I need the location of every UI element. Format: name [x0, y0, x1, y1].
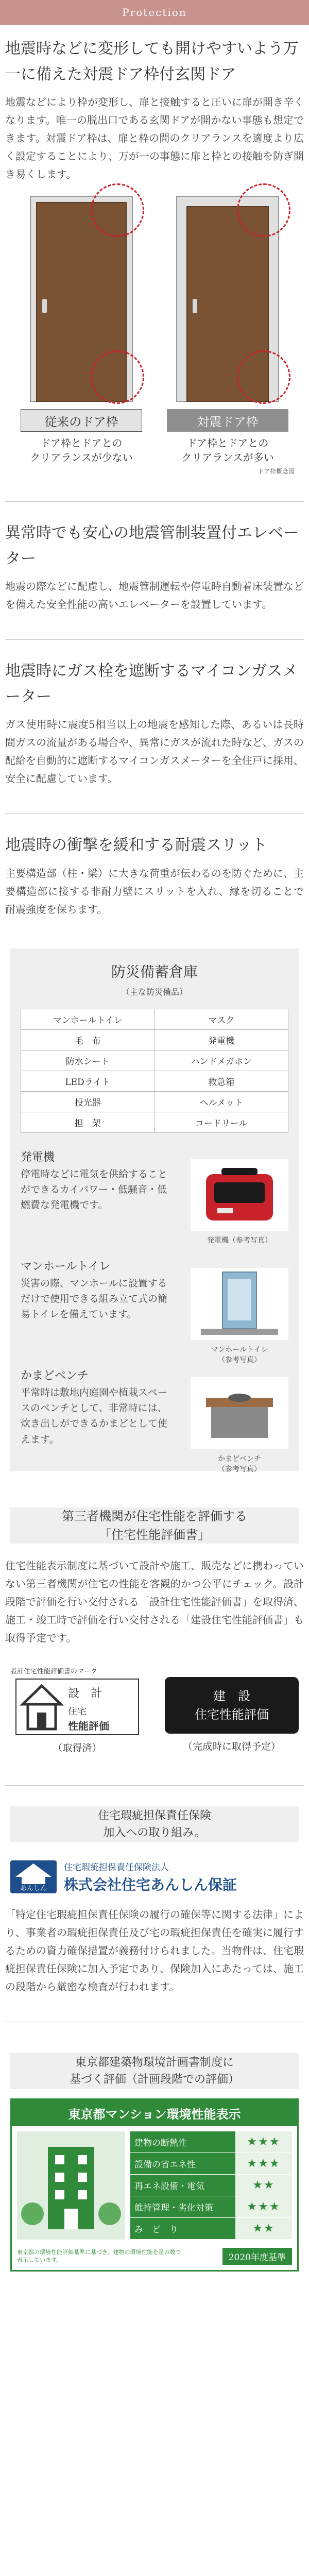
- toilet-caption: マンホールトイレ （参考写真）: [211, 1345, 268, 1364]
- storage-item: コードリール: [155, 1112, 289, 1133]
- rating-row: [130, 2218, 292, 2240]
- storage-title: 防災備蓄倉庫: [111, 963, 198, 980]
- tokyo-heading-line1: 東京都建築物環境計画書制度に: [75, 2056, 234, 2069]
- storage-item: 毛 布: [21, 1030, 155, 1050]
- design-badge-line2: 住宅: [68, 1706, 87, 1717]
- elevator-heading: 異常時でも安心の地震管制装置付エレベーター: [5, 524, 299, 568]
- toilet-title: マンホールトイレ: [21, 1260, 111, 1273]
- logo-mark-text: あんしん: [20, 1885, 47, 1892]
- divider: [5, 639, 304, 640]
- rating-row: [130, 2131, 292, 2153]
- design-badge-line1: 設 計: [68, 1687, 102, 1700]
- warranty-body: 「特定住宅瑕疵担保責任保険の履行の確保等に関する法律」により、事業者の瑕疵担保責任及び宅の瑕疵担保責任を確実に履行するための資力確保措置が義務付けられました。当物件は、住宅瑕疵担保責任保険に加入予定であり、保険加入にあたっては、施工の段階から厳密な検査が行われます。: [5, 1908, 304, 1993]
- door-diagram-note: ドア枠概念図: [258, 468, 295, 475]
- eval-heading-line2: 「住宅性能評価書」: [99, 1527, 210, 1542]
- clearance-circle-bottom: [237, 350, 290, 404]
- rating-row: [130, 2196, 292, 2218]
- divider: [5, 1785, 304, 1786]
- tokyo-rating-rows: [130, 2131, 292, 2240]
- storage-item: マスク: [155, 1009, 289, 1030]
- kamado-bench-block: [21, 1367, 288, 1473]
- rating-stars: ★★: [235, 2218, 292, 2239]
- tokyo-heading-line2: 基づく評価（計画段階での評価）: [69, 2073, 239, 2086]
- built-badge-line2: 住宅性能評価: [195, 1707, 269, 1722]
- design-badge-caption: （取得済）: [53, 1742, 102, 1754]
- rating-stars: ★★★: [235, 2153, 292, 2174]
- bench-caption: かまどベンチ （参考写真）: [218, 1454, 261, 1473]
- storage-item: 投光器: [21, 1092, 155, 1112]
- rating-label: み ど り: [130, 2218, 235, 2239]
- tokyo-heading-box: [10, 2053, 299, 2089]
- toilet-photo: [191, 1268, 288, 1340]
- building-icon: [17, 2131, 125, 2240]
- tokyo-card-footer: [12, 2245, 297, 2270]
- rating-row: [130, 2153, 292, 2175]
- elevator-section: [0, 520, 309, 614]
- house-icon: [19, 1681, 65, 1735]
- design-evaluation-mark: [15, 1679, 139, 1735]
- slit-heading: 地震時の衝撃を緩和する耐震スリット: [5, 836, 267, 854]
- logo-company-name: 株式会社住宅あんしん保証: [64, 1876, 237, 1893]
- door-knob: [193, 299, 197, 313]
- gas-body: ガス使用時に震度5相当以上の地震を感知した際、あるいは長時間ガスの流量がある場合や、異常にガスが流れた時など、ガスの配給を自動的に遮断するマイコンガスメーターを全住戸に採用、安全に配慮しています。: [5, 718, 304, 785]
- tokyo-card-title: 東京都マンション環境性能表示: [12, 2100, 297, 2126]
- warranty-section: [0, 1906, 309, 1996]
- clearance-circle-top: [91, 183, 144, 237]
- anshin-logo-icon: [10, 1860, 57, 1893]
- logo-small-text: 住宅瑕疵担保責任保険法人: [64, 1862, 169, 1873]
- bench-text: 平常時は敷地内庭園や植栽スペースのベンチとして、非常時には、炊き出しができるかまどとして使えます。: [21, 1386, 168, 1445]
- storage-item: LEDライト: [21, 1071, 155, 1092]
- storage-item: 防水シート: [21, 1050, 155, 1071]
- manhole-toilet-block: [21, 1258, 288, 1364]
- storage-item: マンホールトイレ: [21, 1009, 155, 1030]
- clearance-circle-bottom: [91, 350, 144, 404]
- rating-row: [130, 2175, 292, 2196]
- built-badge-col: [165, 1666, 299, 1754]
- quake-door-col: [161, 196, 295, 465]
- storage-items-grid: [21, 1009, 288, 1133]
- rating-stars: ★★★: [235, 2196, 292, 2217]
- divider: [5, 501, 304, 502]
- quake-door-image: [176, 196, 279, 402]
- bench-photo: [191, 1377, 288, 1449]
- gas-heading: 地震時にガス栓を遮断するマイコンガスメーター: [5, 662, 298, 706]
- normal-door-label: 従来のドア枠: [21, 409, 142, 432]
- generator-photo: [191, 1159, 288, 1231]
- door-section: [0, 36, 309, 476]
- bench-title: かまどベンチ: [21, 1369, 89, 1382]
- elevator-body: 地震の際などに配慮し、地震管制運転や停電時自動着床装置などを備えた安全性能の高いエレベーターを設置しています。: [5, 580, 304, 611]
- banner-title: Protection: [122, 6, 187, 19]
- rating-label: 設備の省エネ性: [130, 2153, 235, 2174]
- rating-label: 維持管理・劣化対策: [130, 2196, 235, 2217]
- tokyo-year-badge: 2020年度基準: [222, 2248, 292, 2265]
- storage-item: 発電機: [155, 1030, 289, 1050]
- construction-evaluation-mark: [165, 1677, 299, 1734]
- toilet-text: 災害の際、マンホールに設置するだけで使用できる組み立て式の簡易トイレを備えています。: [21, 1277, 168, 1320]
- door-heading: 地震時などに変形しても開けやすいよう万一に備えた対震ドア枠付玄関ドア: [5, 40, 299, 83]
- rating-label: 建物の断熱性: [130, 2131, 235, 2153]
- eval-heading-line1: 第三者機関が住宅性能を評価する: [62, 1509, 247, 1523]
- evaluation-badges: [10, 1666, 299, 1754]
- storage-item: ヘルメット: [155, 1092, 289, 1112]
- evaluation-section: [0, 1557, 309, 1647]
- disaster-storage-box: [10, 948, 299, 1471]
- tokyo-environment-label: [10, 2098, 299, 2272]
- storage-subtitle: （主な防災備品）: [121, 987, 187, 997]
- rating-label: 再エネ設備・電気: [130, 2175, 235, 2196]
- generator-caption: 発電機（参考写真）: [207, 1236, 272, 1245]
- clearance-circle-top: [237, 183, 290, 237]
- slit-body: 主要構造部（柱・梁）に大きな荷重が伝わるのを防ぐために、主要構造部に接する非耐力壁にスリットを入れ、縁を切ることで耐震強度を保ちます。: [5, 867, 304, 916]
- built-badge-line1: 建 設: [213, 1688, 250, 1703]
- quake-door-caption: ドア枠とドアとの クリアランスが多い: [181, 437, 274, 464]
- storage-item: ハンドメガホン: [155, 1050, 289, 1071]
- quake-door-label: 対震ドア枠: [167, 409, 288, 432]
- rating-stars: ★★★: [235, 2131, 292, 2153]
- warranty-heading-line1: 住宅瑕疵担保責任保険: [97, 1809, 211, 1822]
- tokyo-building-graphic: [17, 2131, 125, 2240]
- door-illustration: [5, 196, 304, 465]
- generator-text: 停電時などに電気を供給することができるカイパワー・低騒音・低燃費な発電機です。: [21, 1168, 168, 1211]
- storage-item: 救急箱: [155, 1071, 289, 1092]
- rating-stars: ★★: [235, 2175, 292, 2196]
- normal-door-image: [30, 196, 133, 402]
- design-badge-col: [10, 1666, 144, 1754]
- logo-text: [64, 1860, 237, 1894]
- slit-section: [0, 833, 309, 919]
- door-body: 地震などにより枠が変形し、扉と接触すると圧いに扉が開き辛くなります。唯一の脱出口である玄関ドアが開かない事態も想定できます。対震ドア枠は、扉と枠の間のクリアランスを適度より広く設定することにより、万が一の事態に扉と枠との接触を防ぎ開き易くします。: [5, 96, 304, 180]
- storage-item: 担 架: [21, 1112, 155, 1133]
- protection-banner: [0, 0, 309, 25]
- tokyo-footnote: 東京都の環境性能評価基準に基づき、建物の環境性能を星の数で表示しています。: [17, 2248, 181, 2263]
- built-badge-caption: （完成時に取得予定）: [182, 1740, 281, 1752]
- normal-door-caption: ドア枠とドアとの クリアランスが少ない: [30, 437, 133, 464]
- generator-title: 発電機: [21, 1150, 55, 1164]
- generator-block: [21, 1148, 288, 1246]
- normal-door-col: [14, 196, 148, 465]
- door-knob: [42, 299, 47, 313]
- evaluation-heading-box: [10, 1507, 299, 1544]
- warranty-heading-box: [10, 1806, 299, 1842]
- design-mark-note: 設計住宅性能評価書のマーク: [10, 1667, 98, 1675]
- warranty-logo: [10, 1860, 299, 1894]
- tokyo-card-body: [12, 2126, 297, 2245]
- eval-body: 住宅性能表示制度に基づいて設計や施工、販売などに携わっていない第三者機関が住宅の性能を客観的かつ公平にチェック。設計段階で評価を行い交付される「設計住宅性能評価書」を取得済、施工・竣工時で評価を行い交付される「建設住宅性能評価書」も取得予定です。: [5, 1559, 304, 1644]
- gas-section: [0, 658, 309, 788]
- warranty-heading-line2: 加入への取り組み。: [103, 1826, 206, 1839]
- design-badge-line3: 性能評価: [68, 1719, 109, 1732]
